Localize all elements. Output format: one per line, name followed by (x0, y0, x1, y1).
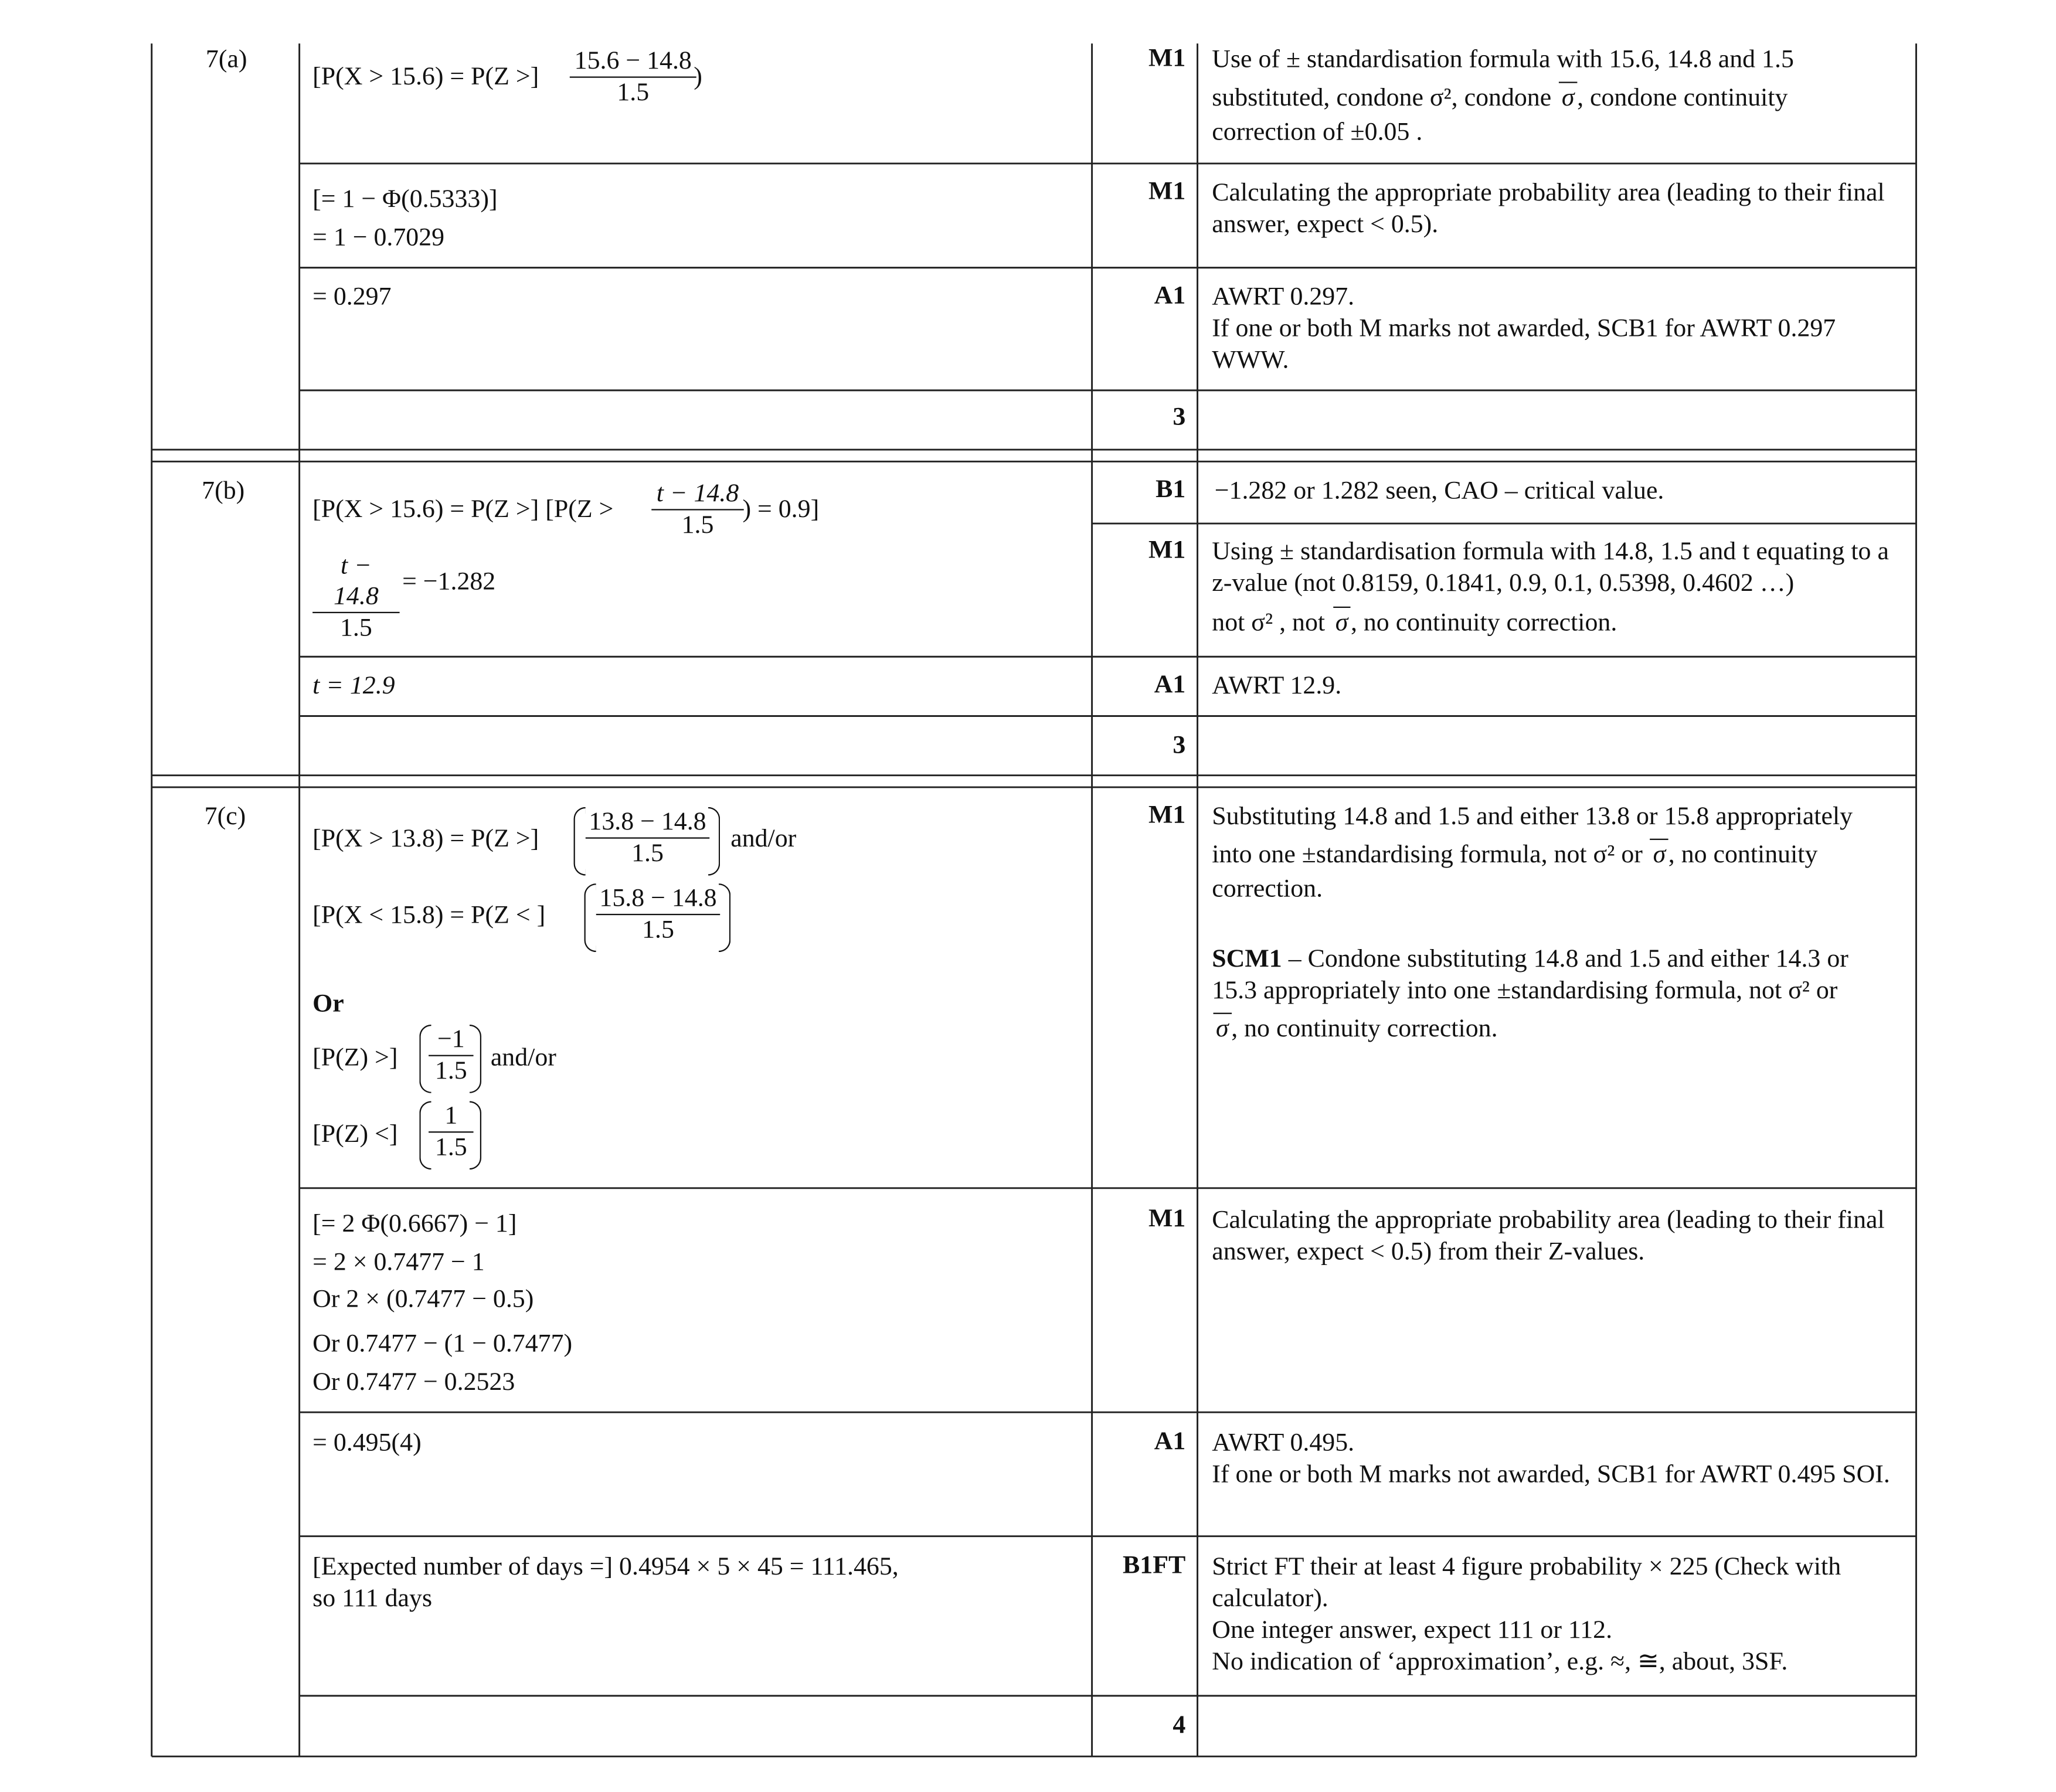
fraction-denominator: 1.5 (642, 916, 674, 944)
fraction-numerator: 15.8 − 14.8 (596, 883, 720, 915)
working-7c-r2-line5: Or 0.7477 − 0.2523 (312, 1368, 515, 1397)
guidance-7a-awrt: AWRT 0.297. (1212, 283, 1355, 311)
working-7c-line3: [P(Z) >] (312, 1044, 398, 1072)
guidance-7c-special-case: SCM1 – Condone substituting 14.8 and 1.5 and either 14.3 or (1212, 945, 1848, 974)
guidance-7a-line2: substituted, condone σ², condone σ , condone continuity (1212, 81, 1787, 114)
working-7c-r2-line2: = 2 × 0.7477 − 1 (312, 1249, 485, 1277)
guidance-7a-scb1: If one or both M marks not awarded, SCB1 for AWRT 0.297 WWW. (1212, 315, 1836, 375)
working-7c-r2-line3: Or 2 × (0.7477 − 0.5) (312, 1286, 534, 1314)
guidance-7c-sc-line2: 15.3 appropriately into one ±standardising formula, not σ² or (1212, 977, 1838, 1005)
sqrt-sigma: σ (1559, 81, 1577, 114)
working-7a-answer: = 0.297 (312, 283, 392, 311)
working-7b-line1: [P(X > 15.6) = P(Z >] [P(Z > (312, 495, 614, 524)
fraction-7c-3 (429, 1025, 473, 1087)
fraction-7a (570, 46, 696, 108)
fraction-7c-1 (586, 807, 709, 869)
working-7c-line2: [P(X < 15.8) = P(Z < ] (312, 902, 546, 930)
guidance-7c-approx: No indication of ‘approximation’, e.g. ≈, ≅, about, 3SF. (1212, 1648, 1788, 1677)
guidance-7b-awrt: AWRT 12.9. (1212, 672, 1342, 701)
equation-rhs: = −1.282 (402, 568, 496, 596)
right-paren (719, 883, 730, 952)
working-7c-line1: [P(X > 13.8) = P(Z >] (312, 825, 539, 854)
close-paren: ) (694, 63, 702, 91)
fraction-numerator: 1 (429, 1101, 473, 1133)
or-label: Or (312, 990, 344, 1018)
left-paren (574, 807, 586, 876)
fraction-denominator: 1.5 (631, 839, 664, 868)
guidance-7c-line1: Substituting 14.8 and 1.5 and either 13.8 or 15.8 appropriately (1212, 803, 1853, 831)
right-paren (470, 1025, 481, 1093)
working-7c-answer: = 0.495(4) (312, 1429, 422, 1457)
guidance-7c-scb1: If one or both M marks not awarded, SCB1 for AWRT 0.495 SOI. (1212, 1461, 1890, 1489)
guidance-7c-awrt: AWRT 0.495. (1212, 1429, 1355, 1457)
working-7c-r2-line4: Or 0.7477 − (1 − 0.7477) (312, 1330, 573, 1358)
fraction-7b (651, 479, 743, 541)
guidance-7c-integer: One integer answer, expect 111 or 112. (1212, 1616, 1613, 1645)
and-or-2: and/or (490, 1044, 556, 1072)
guidance-7c-sc-line3: σ , no continuity correction. (1212, 1013, 1497, 1046)
fraction-7c-4 (429, 1101, 473, 1163)
working-7c-r2-line1: [= 2 Φ(0.6667) − 1] (312, 1210, 517, 1239)
fraction-denominator: 1.5 (434, 1134, 467, 1162)
guidance-7a-probability: Calculating the appropriate probability area (leading to their final answer, expect < 0.5). (1212, 179, 1885, 239)
fraction-numerator: 15.6 − 14.8 (570, 46, 696, 78)
right-paren (708, 807, 720, 876)
and-or-1: and/or (730, 825, 797, 854)
guidance-7c-probability: Calculating the appropriate probability area (leading to their final answer, expect < 0.5) from their Z-values. (1212, 1206, 1885, 1266)
working-7c-expected-days: [Expected number of days =] 0.4954 × 5 × 45 = 111.465, (312, 1553, 899, 1582)
working-7a-line2: [= 1 − Φ(0.5333)] (312, 186, 498, 214)
guidance-7c-line3: correction. (1212, 875, 1323, 903)
sqrt-sigma: σ (1650, 839, 1668, 872)
guidance-7b-line3: not σ² , not σ , no continuity correction. (1212, 607, 1617, 640)
fraction-numerator: −1 (429, 1025, 473, 1056)
fraction-denominator: 1.5 (681, 511, 714, 540)
question-label-7a: 7(a) (205, 46, 247, 74)
guidance-7a-line3: correction of ±0.05 . (1212, 118, 1423, 147)
right-paren (470, 1101, 481, 1169)
working-7a-line1: [P(X > 15.6) = P(Z >] (312, 63, 539, 91)
guidance-7b-standardise: Using ± standardisation formula with 14.8, 1.5 and t equating to a z-value (not 0.8159, 0.1841, 0.9, 0.1, 0.5398, 0.4602 …) (1212, 538, 1889, 598)
working-7c-line4: [P(Z) <] (312, 1121, 398, 1149)
guidance-7b-critical: −1.282 or 1.282 seen, CAO – critical value. (1214, 477, 1664, 505)
fraction-denominator: 1.5 (434, 1057, 467, 1086)
fraction-numerator: t − 14.8 (312, 551, 399, 613)
working-7b-close: ) = 0.9] (742, 495, 820, 524)
fraction-7b-equation (312, 551, 399, 643)
fraction-numerator: 13.8 − 14.8 (586, 807, 709, 839)
question-label-7b: 7(b) (202, 477, 245, 505)
fraction-numerator: t − 14.8 (651, 479, 743, 511)
working-7a-line3: = 1 − 0.7029 (312, 224, 445, 252)
guidance-7c-ft: Strict FT their at least 4 figure probability × 225 (Check with calculator). (1212, 1553, 1841, 1613)
left-paren (584, 883, 596, 952)
mark-scheme-page: 7(a) [P(X > 15.6) = P(Z >] $\frac{15.6 - 14.8}{1.5}$ ) M1 Use of ± standardisation formula with 15.6, 14.8 and 1.5 substituted, condone σ², condone σ , condone continuity correction of ±0.05 . [= 1 − Φ(0.5333)] = 1 − 0.7029 M1 Calculating the appropriate probability area (leading to their final answer, expect < 0.5). = 0.297 A1 AWRT 0.297. If one or both M marks not awarded, SCB1 for AWRT 0.297 WWW. 3 7(b) [P(X > 15.6) = P(Z >] [P(Z > $\frac{t - 14.8}{1.5}$ ) = 0.9] $\frac{t - 14.8}{1.5}$ = −1.282 B1 −1.282 or 1.282 seen, CAO – critical value. M1 Using ± standardisation formula with 14.8, 1.5 and t equating to a z-value (not 0.8159, 0.1841, 0.9, 0.1, 0.5398, 0.4602 …) not σ² , not σ , no continuity correction. t = 12.9 A1 AWRT 12.9. 3 7(c) [P(X > 13.8) = P(Z >] $\frac{13.8 - 14.8}{1.5}$ and/or [P(X < 15.8) = P(Z < ] $\frac{15.8 - 14.8}{1.5}$ Or [P(Z) >] $\frac{-1}{1.5}$ and/or [P(Z) <] $\frac{1}{1.5}$ M1 Substituting 14.8 and 1.5 and either 13.8 or 15.8 appropriately into one ±standardising formula, not σ² or σ , no continuity correction. SCM1 – Condone substituting 14.8 and 1.5 and either 14.3 or 15.3 appropriately into one ±standardising formula, not σ² or σ , no continuity correction. [= 2 Φ(0.6667) − 1] = 2 × 0.7477 − 1 Or 2 × (0.7477 − 0.5) Or 0.7477 − (1 − 0.7477) Or 0.7477 − 0.2523 M1 Calculating the appropriate probability area (leading to their final answer, expect < 0.5) from their Z-values. = 0.495(4) A1 AWRT 0.495. If one or both M marks not awarded, SCB1 for AWRT 0.495 SOI. [Expected number of days =] 0.4954 × 5 × 45 = 111.465, so 111 days B1FT Strict FT their at least 4 figure probability × 225 (Check with calculator). One integer answer, expect 111 or 112. No indication of ‘approximation’, e.g. ≈, ≅, about, 3SF. 4 (0, 0, 2056, 1792)
working-7c-days-answer: so 111 days (312, 1584, 433, 1613)
working-7b-answer: t = 12.9 (312, 672, 395, 701)
sqrt-sigma: σ (1214, 1013, 1232, 1046)
sqrt-sigma: σ (1333, 607, 1351, 640)
fraction-denominator: 1.5 (617, 79, 650, 107)
question-label-7c: 7(c) (204, 803, 246, 831)
guidance-7c-line2: into one ±standardising formula, not σ² or σ , no continuity (1212, 839, 1817, 872)
fraction-7c-2 (596, 883, 720, 946)
guidance-7a-line1: Use of ± standardisation formula with 15.6, 14.8 and 1.5 (1212, 46, 1794, 74)
fraction-denominator: 1.5 (339, 614, 372, 642)
